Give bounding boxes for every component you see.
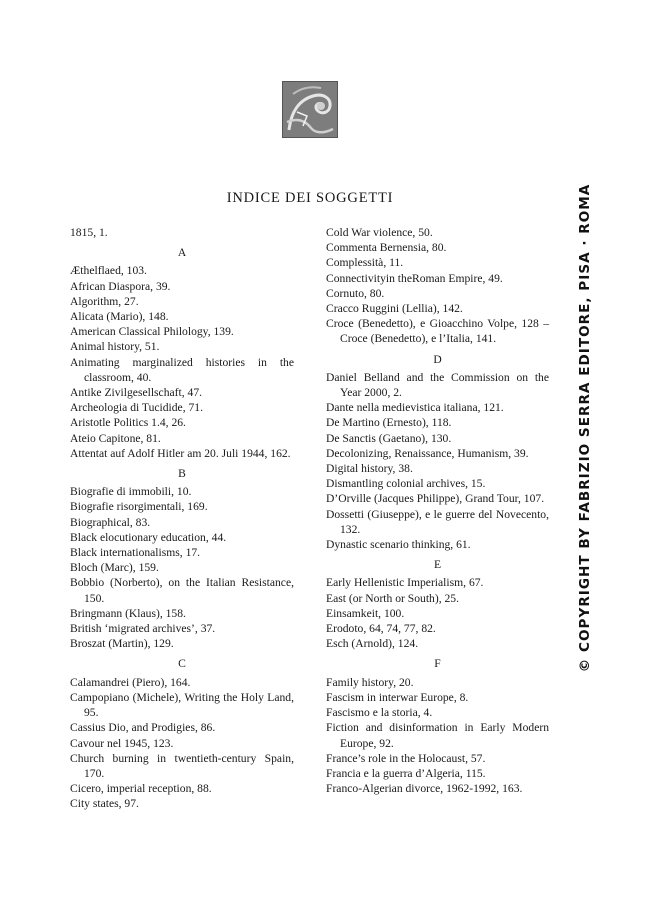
index-entry: American Classical Philology, 139. [70,325,234,339]
index-entry: Cracco Ruggini (Lellia), 142. [326,302,463,316]
index-entry: Attentat auf Adolf Hitler am 20. Juli 1944, 162. [70,446,291,460]
section-letter: E [433,558,442,572]
index-entry: Antike Zivilgesellschaft, 47. [70,386,203,400]
index-entry: British ‘migrated archives’, 37. [70,622,216,636]
index-entry: Cold War violence, 50. [326,226,433,239]
index-entry: De Sanctis (Gaetano), 130. [326,431,452,445]
index-entry: Animating marginalized histories in the classroom, 40. [70,355,294,384]
index-entry: Black elocutionary education, 44. [70,530,227,544]
scroll-ornament-icon [282,81,338,138]
index-entry: Einsamkeit, 100. [326,606,405,620]
index-entry: Decolonizing, Renaissance, Humanism, 39. [326,446,529,460]
index-entry: Commenta Bernensia, 80. [326,241,447,255]
index-entry: France’s role in the Holocaust, 57. [326,751,486,765]
index-entry: Biographical, 83. [70,515,151,529]
index-entry: Francia e la guerra d’Algeria, 115. [326,766,486,780]
index-entry: Ateio Capitone, 81. [70,431,161,445]
index-entry: Esch (Arnold), 124. [326,637,419,651]
index-entry: Cornuto, 80. [326,286,385,300]
index-entry: Cicero, imperial reception, 88. [70,782,212,796]
section-letter: B [178,467,186,481]
index-entry: Dante nella medievistica italiana, 121. [326,401,504,415]
index-entry: Calamandrei (Piero), 164. [70,675,191,689]
index-entry: Animal history, 51. [70,340,160,354]
index-entry: Erodoto, 64, 74, 77, 82. [326,622,436,636]
copyright-notice [575,183,595,672]
index-entry: Algorithm, 27. [70,294,139,308]
index-entry: Digital history, 38. [326,462,413,476]
section-letter: D [433,352,442,366]
page-title: INDICE DEI SOGGETTI [226,190,394,206]
copyright-text: © COPYRIGHT BY FABRIZIO SERRA EDITORE, PISA · ROMA [577,183,593,672]
index-entry: Dossetti (Giuseppe), e le guerre del Novecento, 132. [326,507,549,536]
index-entry: City states, 97. [70,797,139,811]
index-entry: Archeologia di Tucidide, 71. [70,401,203,415]
index-entry: Fascism in interwar Europe, 8. [326,690,469,704]
index-entry: Æthelflaed, 103. [70,264,147,278]
index-entry: Bobbio (Norberto), on the Italian Resistance, 150. [70,576,294,605]
index-entry: Alicata (Mario), 148. [70,310,169,324]
index-entry: De Martino (Ernesto), 118. [326,416,452,430]
index-entry: Cavour nel 1945, 123. [70,736,174,750]
index-entry: Biografie di immobili, 10. [70,485,192,499]
index-column-right [326,225,549,796]
index-entry: Black internationalisms, 17. [70,546,201,560]
index-entry: Aristotle Politics 1.4, 26. [70,416,186,430]
index-entry: Dismantling colonial archives, 15. [326,477,486,491]
index-column-left [70,225,294,812]
index-entry: Daniel Belland and the Commission on the Year 2000, 2. [326,370,549,400]
index-entry: Cassius Dio, and Prodigies, 86. [70,721,216,735]
index-entry: D’Orville (Jacques Philippe), Grand Tour, 107. [326,492,545,506]
index-entry: Campopiano (Michele), Writing the Holy Land, 95. [70,690,294,720]
index-entry: Complessità, 11. [326,256,404,270]
index-entry: Fiction and disinformation in Early Modern Europe, 92. [326,721,549,750]
index-entry: Early Hellenistic Imperialism, 67. [326,576,484,590]
index-entry: African Diaspora, 39. [70,279,171,293]
index-entry: Biografie risorgimentali, 169. [70,500,208,514]
index-entry: Family history, 20. [326,675,414,689]
index-entry: Croce (Benedetto), e Gioacchino Volpe, 128 – Croce (Benedetto), e l’Italia, 141. [326,317,549,346]
index-entry: East (or North or South), 25. [326,591,459,605]
index-entry: Bringmann (Klaus), 158. [70,606,186,620]
section-letter: C [178,657,186,671]
section-letter: F [434,657,441,671]
index-entry: Bloch (Marc), 159. [70,561,159,575]
index-entry: 1815, 1. [70,226,108,239]
index-entry: Fascismo e la storia, 4. [326,706,433,720]
index-entry: Franco-Algerian divorce, 1962-1992, 163. [326,782,523,796]
index-entry: Broszat (Martin), 129. [70,637,174,651]
index-entry: Connectivityin theRoman Empire, 49. [326,271,503,285]
index-entry: Dynastic scenario thinking, 61. [326,538,471,552]
index-entry: Church burning in twentieth-century Spain, 170. [70,751,294,780]
section-letter: A [177,246,187,260]
